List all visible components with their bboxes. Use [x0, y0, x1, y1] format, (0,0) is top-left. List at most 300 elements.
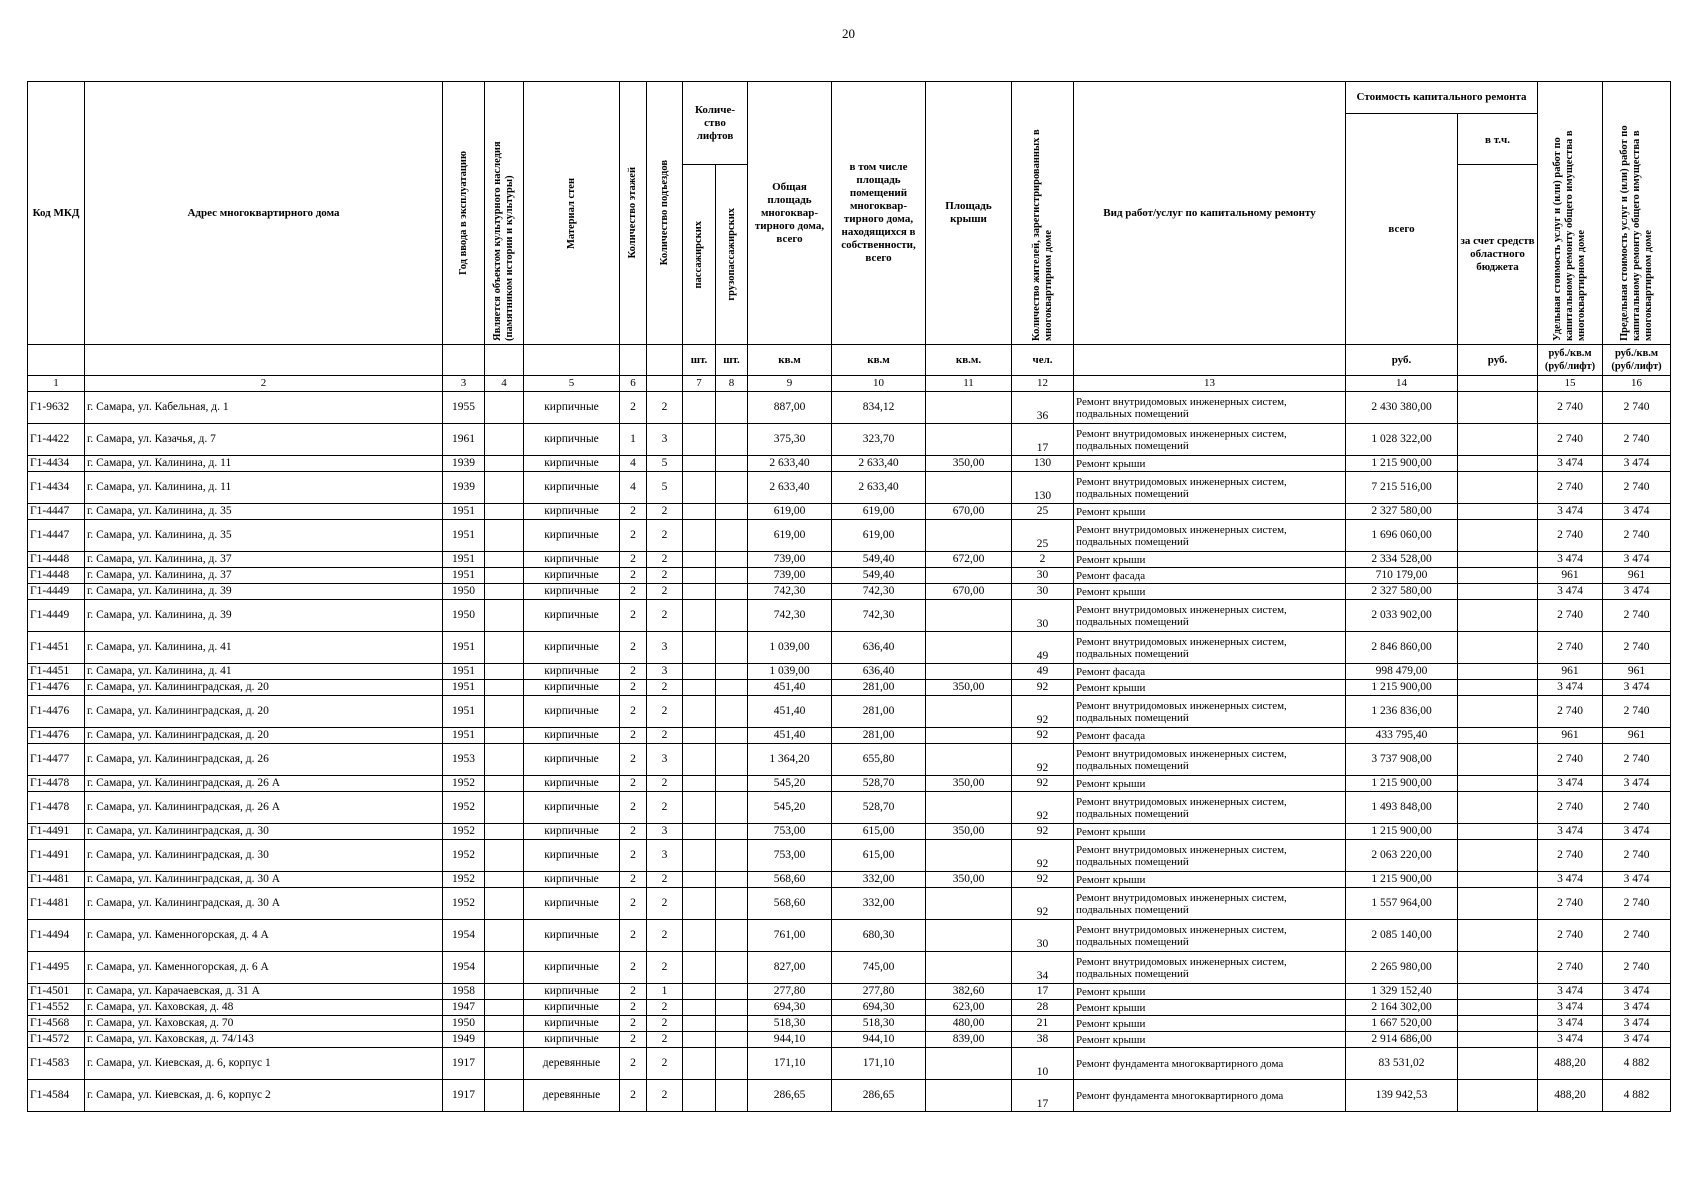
cell-heritage: [485, 1016, 524, 1032]
cell-total-area: 518,30: [748, 1016, 832, 1032]
cell-max-cost: 2 740: [1603, 920, 1671, 952]
col-number: 13: [1074, 376, 1346, 392]
cell-material: кирпичные: [524, 424, 620, 456]
cell-max-cost: 2 740: [1603, 888, 1671, 920]
cell-code: Г1-4491: [28, 840, 85, 872]
table-row: [28, 456, 1671, 472]
cell-max-cost: 3 474: [1603, 584, 1671, 600]
cell-owned-area: 636,40: [832, 632, 926, 664]
cell-address: г. Самара, ул. Калинина, д. 41: [85, 632, 443, 664]
cell-lifts-cargo: [716, 920, 748, 952]
cell-cost-budget: [1458, 1032, 1538, 1048]
cell-floors: 2: [620, 632, 647, 664]
cell-max-cost: 2 740: [1603, 632, 1671, 664]
cell-material: кирпичные: [524, 472, 620, 504]
cell-max-cost: 961: [1603, 728, 1671, 744]
cell-work-type: Ремонт крыши: [1074, 776, 1346, 792]
cell-roof-area: [926, 888, 1012, 920]
cell-lifts-passenger: [683, 952, 716, 984]
cell-cost-budget: [1458, 744, 1538, 776]
cell-total-area: 451,40: [748, 696, 832, 728]
cell-owned-area: 742,30: [832, 584, 926, 600]
cell-work-type: Ремонт внутридомовых инженерных систем, подвальных помещений: [1074, 952, 1346, 984]
cell-address: г. Самара, ул. Калининградская, д. 26: [85, 744, 443, 776]
cell-lifts-passenger: [683, 600, 716, 632]
cell-unit-cost: 3 474: [1538, 1032, 1603, 1048]
cell-entrances: 3: [647, 744, 683, 776]
cell-cost-total: 2 846 860,00: [1346, 632, 1458, 664]
cell-cost-budget: [1458, 424, 1538, 456]
cell-max-cost: 3 474: [1603, 984, 1671, 1000]
cell-residents: 36: [1012, 392, 1074, 424]
cell-floors: 2: [620, 552, 647, 568]
header-owned-area: в том числе площадь помещений многоквар-тирного дома, находящихся в собственности, всего: [832, 82, 926, 345]
cell-work-type: Ремонт внутридомовых инженерных систем, подвальных помещений: [1074, 520, 1346, 552]
cell-cost-budget: [1458, 840, 1538, 872]
col-number: 2: [85, 376, 443, 392]
cell-address: г. Самара, ул. Калинина, д. 35: [85, 520, 443, 552]
cell-heritage: [485, 568, 524, 584]
cell-heritage: [485, 584, 524, 600]
cell-year: 1939: [443, 472, 485, 504]
cell-total-area: 451,40: [748, 680, 832, 696]
cell-lifts-cargo: [716, 696, 748, 728]
unit-rub-2: руб.: [1458, 345, 1538, 376]
cell-owned-area: 281,00: [832, 680, 926, 696]
cell-max-cost: 961: [1603, 664, 1671, 680]
cell-residents: 130: [1012, 456, 1074, 472]
cell-address: г. Самара, ул. Кабельная, д. 1: [85, 392, 443, 424]
cell-residents: 92: [1012, 824, 1074, 840]
cell-unit-cost: 3 474: [1538, 680, 1603, 696]
col-number: 12: [1012, 376, 1074, 392]
cell-cost-total: 1 236 836,00: [1346, 696, 1458, 728]
cell-floors: 2: [620, 680, 647, 696]
cell-heritage: [485, 952, 524, 984]
cell-lifts-cargo: [716, 840, 748, 872]
cell-lifts-passenger: [683, 584, 716, 600]
cell-residents: 17: [1012, 984, 1074, 1000]
cell-entrances: 5: [647, 472, 683, 504]
cell-entrances: 2: [647, 952, 683, 984]
cell-year: 1951: [443, 504, 485, 520]
cell-heritage: [485, 456, 524, 472]
cell-code: Г1-4434: [28, 456, 85, 472]
cell-entrances: 2: [647, 680, 683, 696]
header-cost-budget: за счет средств областного бюджета: [1458, 165, 1538, 345]
cell-code: Г1-4495: [28, 952, 85, 984]
col-number: 1: [28, 376, 85, 392]
cell-floors: 2: [620, 1000, 647, 1016]
cell-cost-total: 1 215 900,00: [1346, 824, 1458, 840]
cell-lifts-passenger: [683, 888, 716, 920]
cell-year: 1954: [443, 952, 485, 984]
cell-material: кирпичные: [524, 888, 620, 920]
cell-material: кирпичные: [524, 1000, 620, 1016]
cell-code: Г1-4448: [28, 568, 85, 584]
cell-cost-budget: [1458, 680, 1538, 696]
unit-max-unit: руб./кв.м (руб/лифт): [1603, 345, 1671, 376]
cell-lifts-cargo: [716, 824, 748, 840]
cell-code: Г1-4552: [28, 1000, 85, 1016]
cell-lifts-cargo: [716, 776, 748, 792]
cell-unit-cost: 3 474: [1538, 776, 1603, 792]
cell-entrances: 1: [647, 984, 683, 1000]
cell-max-cost: 3 474: [1603, 1016, 1671, 1032]
cell-lifts-passenger: [683, 824, 716, 840]
cell-heritage: [485, 1048, 524, 1080]
cell-roof-area: [926, 952, 1012, 984]
cell-year: 1952: [443, 792, 485, 824]
cell-roof-area: [926, 520, 1012, 552]
cell-entrances: 3: [647, 664, 683, 680]
cell-residents: 130: [1012, 472, 1074, 504]
cell-lifts-passenger: [683, 632, 716, 664]
cell-entrances: 2: [647, 392, 683, 424]
table-row: [28, 1032, 1671, 1048]
cell-material: кирпичные: [524, 456, 620, 472]
cell-unit-cost: 3 474: [1538, 1000, 1603, 1016]
cell-lifts-cargo: [716, 1048, 748, 1080]
cell-floors: 2: [620, 600, 647, 632]
cell-address: г. Самара, ул. Калинина, д. 37: [85, 552, 443, 568]
cell-residents: 2: [1012, 552, 1074, 568]
cell-floors: 4: [620, 472, 647, 504]
cell-residents: 92: [1012, 888, 1074, 920]
cell-unit-cost: 2 740: [1538, 952, 1603, 984]
unit-pcs-1: шт.: [683, 345, 716, 376]
header-max-cost: Предельная стоимость услуг и (или) работ по капитальному ремонту общего имущества в многоквартирном доме: [1603, 82, 1671, 345]
cell-entrances: 2: [647, 600, 683, 632]
cell-total-area: 451,40: [748, 728, 832, 744]
table-row: [28, 584, 1671, 600]
table-row: [28, 824, 1671, 840]
header-address: Адрес многоквартирного дома: [85, 82, 443, 345]
cell-lifts-cargo: [716, 1016, 748, 1032]
cell-address: г. Самара, ул. Каменногорская, д. 6 А: [85, 952, 443, 984]
cell-work-type: Ремонт внутридомовых инженерных систем, подвальных помещений: [1074, 472, 1346, 504]
cell-floors: 2: [620, 1048, 647, 1080]
cell-address: г. Самара, ул. Калининградская, д. 26 А: [85, 776, 443, 792]
cell-address: г. Самара, ул. Калининградская, д. 20: [85, 680, 443, 696]
cell-heritage: [485, 1032, 524, 1048]
cell-heritage: [485, 888, 524, 920]
cell-total-area: 545,20: [748, 776, 832, 792]
cell-floors: 2: [620, 504, 647, 520]
cell-cost-total: 2 265 980,00: [1346, 952, 1458, 984]
cell-floors: 2: [620, 1016, 647, 1032]
cell-unit-cost: 961: [1538, 568, 1603, 584]
cell-material: кирпичные: [524, 824, 620, 840]
cell-material: кирпичные: [524, 504, 620, 520]
cell-cost-budget: [1458, 552, 1538, 568]
cell-max-cost: 2 740: [1603, 392, 1671, 424]
cell-max-cost: 4 882: [1603, 1080, 1671, 1112]
col-number: 7: [683, 376, 716, 392]
cell-owned-area: 944,10: [832, 1032, 926, 1048]
cell-cost-total: 7 215 516,00: [1346, 472, 1458, 504]
table-row: [28, 424, 1671, 456]
cell-lifts-cargo: [716, 632, 748, 664]
header-entrances: Количество подъездов: [647, 82, 683, 345]
cell-owned-area: 281,00: [832, 696, 926, 728]
header-material: Материал стен: [524, 82, 620, 345]
cell-owned-area: 323,70: [832, 424, 926, 456]
cell-roof-area: 350,00: [926, 872, 1012, 888]
unit-rub-1: руб.: [1346, 345, 1458, 376]
cell-code: Г1-4583: [28, 1048, 85, 1080]
cell-roof-area: 350,00: [926, 776, 1012, 792]
cell-cost-budget: [1458, 472, 1538, 504]
cell-material: кирпичные: [524, 600, 620, 632]
cell-year: 1950: [443, 600, 485, 632]
cell-unit-cost: 2 740: [1538, 632, 1603, 664]
cell-unit-cost: 2 740: [1538, 744, 1603, 776]
col-number: 3: [443, 376, 485, 392]
cell-heritage: [485, 696, 524, 728]
header-roof-area: Площадь крыши: [926, 82, 1012, 345]
cell-cost-budget: [1458, 696, 1538, 728]
cell-address: г. Самара, ул. Каховская, д. 48: [85, 1000, 443, 1016]
cell-lifts-cargo: [716, 664, 748, 680]
cell-cost-total: 2 327 580,00: [1346, 504, 1458, 520]
cell-year: 1955: [443, 392, 485, 424]
header-residents: Количество жителей, зарегистрированных в многоквартирном доме: [1012, 82, 1074, 345]
cell-cost-total: 1 493 848,00: [1346, 792, 1458, 824]
cell-roof-area: [926, 792, 1012, 824]
cell-year: 1951: [443, 632, 485, 664]
cell-total-area: 1 364,20: [748, 744, 832, 776]
col-number: 16: [1603, 376, 1671, 392]
cell-entrances: 2: [647, 728, 683, 744]
cell-owned-area: 680,30: [832, 920, 926, 952]
cell-year: 1951: [443, 664, 485, 680]
cell-year: 1951: [443, 680, 485, 696]
cell-roof-area: [926, 744, 1012, 776]
cell-year: 1951: [443, 568, 485, 584]
unit-cost-unit: руб./кв.м (руб/лифт): [1538, 345, 1603, 376]
cell-roof-area: [926, 600, 1012, 632]
cell-cost-budget: [1458, 456, 1538, 472]
cell-residents: 17: [1012, 1080, 1074, 1112]
table-row: [28, 744, 1671, 776]
cell-entrances: 2: [647, 520, 683, 552]
cell-material: кирпичные: [524, 552, 620, 568]
cell-residents: 92: [1012, 680, 1074, 696]
cell-floors: 2: [620, 920, 647, 952]
cell-cost-budget: [1458, 568, 1538, 584]
cell-roof-area: [926, 392, 1012, 424]
cell-owned-area: 518,30: [832, 1016, 926, 1032]
cell-work-type: Ремонт внутридомовых инженерных систем, подвальных помещений: [1074, 632, 1346, 664]
cell-residents: 30: [1012, 568, 1074, 584]
cell-floors: 2: [620, 792, 647, 824]
cell-work-type: Ремонт крыши: [1074, 1032, 1346, 1048]
cell-lifts-passenger: [683, 776, 716, 792]
cell-max-cost: 2 740: [1603, 424, 1671, 456]
cell-work-type: Ремонт фундамента многоквартирного дома: [1074, 1080, 1346, 1112]
cell-owned-area: 615,00: [832, 840, 926, 872]
cell-owned-area: 549,40: [832, 552, 926, 568]
cell-entrances: 2: [647, 792, 683, 824]
cell-unit-cost: 2 740: [1538, 920, 1603, 952]
cell-floors: 2: [620, 568, 647, 584]
cell-material: кирпичные: [524, 520, 620, 552]
cell-entrances: 2: [647, 888, 683, 920]
cell-owned-area: 742,30: [832, 600, 926, 632]
cell-cost-total: 3 737 908,00: [1346, 744, 1458, 776]
cell-address: г. Самара, ул. Калинина, д. 37: [85, 568, 443, 584]
cell-year: 1961: [443, 424, 485, 456]
cell-roof-area: 480,00: [926, 1016, 1012, 1032]
cell-work-type: Ремонт фундамента многоквартирного дома: [1074, 1048, 1346, 1080]
cell-unit-cost: 3 474: [1538, 824, 1603, 840]
cell-residents: 10: [1012, 1048, 1074, 1080]
cell-roof-area: [926, 664, 1012, 680]
cell-total-area: 277,80: [748, 984, 832, 1000]
col-number: 11: [926, 376, 1012, 392]
table-row: [28, 632, 1671, 664]
cell-code: Г1-4449: [28, 600, 85, 632]
cell-work-type: Ремонт крыши: [1074, 456, 1346, 472]
cell-lifts-cargo: [716, 680, 748, 696]
cell-roof-area: 670,00: [926, 504, 1012, 520]
cell-roof-area: [926, 696, 1012, 728]
cell-code: Г1-4451: [28, 664, 85, 680]
cell-address: г. Самара, ул. Каменногорская, д. 4 А: [85, 920, 443, 952]
table-row: [28, 888, 1671, 920]
cell-cost-budget: [1458, 792, 1538, 824]
table-row: [28, 600, 1671, 632]
cell-heritage: [485, 984, 524, 1000]
cell-year: 1949: [443, 1032, 485, 1048]
cell-max-cost: 2 740: [1603, 600, 1671, 632]
cell-floors: 2: [620, 1032, 647, 1048]
cell-work-type: Ремонт внутридомовых инженерных систем, подвальных помещений: [1074, 888, 1346, 920]
cell-owned-area: 636,40: [832, 664, 926, 680]
cell-material: кирпичные: [524, 1032, 620, 1048]
header-lifts-passenger: пассажирских: [683, 165, 716, 345]
unit-sqm-2: кв.м: [832, 345, 926, 376]
cell-max-cost: 2 740: [1603, 840, 1671, 872]
cell-max-cost: 3 474: [1603, 1032, 1671, 1048]
cell-work-type: Ремонт внутридомовых инженерных систем, подвальных помещений: [1074, 424, 1346, 456]
cell-heritage: [485, 840, 524, 872]
cell-roof-area: [926, 1080, 1012, 1112]
cell-roof-area: 839,00: [926, 1032, 1012, 1048]
cell-owned-area: 615,00: [832, 824, 926, 840]
cell-cost-budget: [1458, 632, 1538, 664]
cell-unit-cost: 3 474: [1538, 584, 1603, 600]
cell-entrances: 2: [647, 584, 683, 600]
cell-lifts-cargo: [716, 600, 748, 632]
cell-cost-budget: [1458, 600, 1538, 632]
cell-address: г. Самара, ул. Калининградская, д. 20: [85, 696, 443, 728]
header-lifts-cargo: грузопассажирских: [716, 165, 748, 345]
cell-owned-area: 834,12: [832, 392, 926, 424]
cell-code: Г1-4476: [28, 696, 85, 728]
cell-code: Г1-4481: [28, 888, 85, 920]
cell-material: кирпичные: [524, 664, 620, 680]
cell-roof-area: 350,00: [926, 824, 1012, 840]
cell-material: кирпичные: [524, 840, 620, 872]
cell-lifts-passenger: [683, 840, 716, 872]
cell-total-area: 1 039,00: [748, 632, 832, 664]
cell-owned-area: 619,00: [832, 520, 926, 552]
cell-cost-budget: [1458, 888, 1538, 920]
cell-heritage: [485, 744, 524, 776]
cell-heritage: [485, 792, 524, 824]
cell-entrances: 2: [647, 504, 683, 520]
cell-cost-budget: [1458, 584, 1538, 600]
cell-floors: 2: [620, 728, 647, 744]
cell-work-type: Ремонт внутридомовых инженерных систем, подвальных помещений: [1074, 920, 1346, 952]
cell-material: кирпичные: [524, 392, 620, 424]
cell-address: г. Самара, ул. Каховская, д. 70: [85, 1016, 443, 1032]
cell-residents: 49: [1012, 632, 1074, 664]
unit-people: чел.: [1012, 345, 1074, 376]
cell-work-type: Ремонт крыши: [1074, 1000, 1346, 1016]
table-row: [28, 520, 1671, 552]
cell-cost-total: 1 557 964,00: [1346, 888, 1458, 920]
cell-heritage: [485, 424, 524, 456]
cell-year: 1951: [443, 520, 485, 552]
cell-material: кирпичные: [524, 1016, 620, 1032]
unit-pcs-2: шт.: [716, 345, 748, 376]
cell-total-area: 619,00: [748, 520, 832, 552]
cell-cost-budget: [1458, 1016, 1538, 1032]
cell-lifts-cargo: [716, 1080, 748, 1112]
cell-lifts-cargo: [716, 504, 748, 520]
cell-lifts-passenger: [683, 1000, 716, 1016]
cell-year: 1954: [443, 920, 485, 952]
cell-year: 1952: [443, 824, 485, 840]
cell-roof-area: [926, 632, 1012, 664]
header-code: Код МКД: [28, 82, 85, 345]
cell-max-cost: 2 740: [1603, 520, 1671, 552]
table-row: [28, 392, 1671, 424]
cell-code: Г1-9632: [28, 392, 85, 424]
cell-year: 1917: [443, 1048, 485, 1080]
header-cost-incl: в т.ч.: [1458, 114, 1538, 165]
cell-cost-total: 1 215 900,00: [1346, 456, 1458, 472]
cell-cost-budget: [1458, 952, 1538, 984]
cell-floors: 4: [620, 456, 647, 472]
cell-unit-cost: 2 740: [1538, 696, 1603, 728]
cell-cost-total: 1 028 322,00: [1346, 424, 1458, 456]
cell-entrances: 2: [647, 920, 683, 952]
cell-heritage: [485, 776, 524, 792]
cell-unit-cost: 488,20: [1538, 1048, 1603, 1080]
cell-heritage: [485, 920, 524, 952]
cell-roof-area: 350,00: [926, 680, 1012, 696]
cell-address: г. Самара, ул. Калининградская, д. 30: [85, 840, 443, 872]
table-body: [28, 392, 1671, 1112]
cell-code: Г1-4476: [28, 680, 85, 696]
cell-cost-total: 1 215 900,00: [1346, 776, 1458, 792]
cell-heritage: [485, 1080, 524, 1112]
cell-address: г. Самара, ул. Калининградская, д. 26 А: [85, 792, 443, 824]
cell-max-cost: 2 740: [1603, 744, 1671, 776]
table-row: [28, 568, 1671, 584]
cell-cost-budget: [1458, 1048, 1538, 1080]
cell-floors: 2: [620, 520, 647, 552]
cell-heritage: [485, 1000, 524, 1016]
header-floors: Количество этажей: [620, 82, 647, 345]
cell-roof-area: [926, 568, 1012, 584]
cell-code: Г1-4568: [28, 1016, 85, 1032]
cell-work-type: Ремонт внутридомовых инженерных систем, подвальных помещений: [1074, 696, 1346, 728]
